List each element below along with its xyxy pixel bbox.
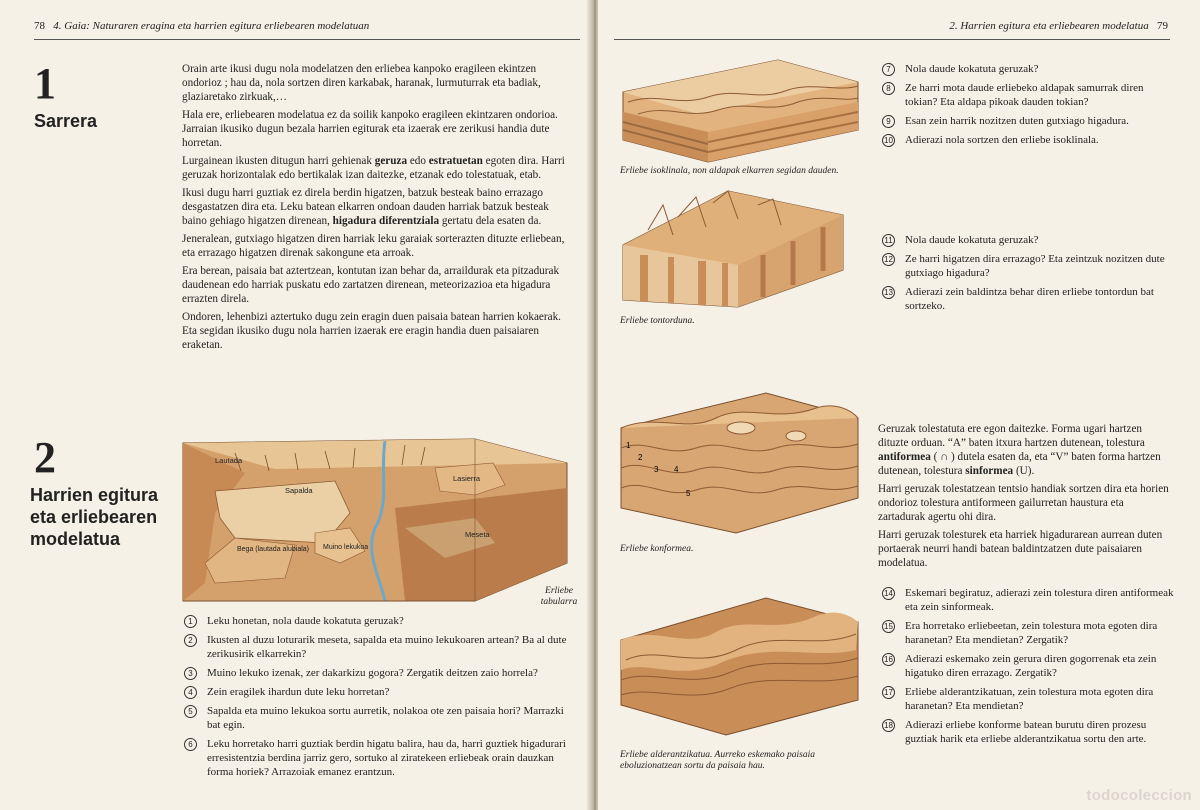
key-term: geruza <box>374 155 408 167</box>
label-muino: Muino lekukoa <box>323 544 369 551</box>
question-text: Leku horretako harri guztiak berdin higatu balira, hau da, harri guztiek higadurari erresistentzia berdina jarriz gero, sortuko al ziratekeen erliebeak orain dauzkan forma horiek? Arrazoiak emanez erantzun. <box>207 738 566 778</box>
caption-inverted: Erliebe alderantzikatua. Aurreko eskemako paisaia eboluzionatzean sortu da paisaia hau. <box>620 750 815 771</box>
fold-number: 5 <box>686 489 691 498</box>
question-text: Adierazi erliebe konforme batean burutu diren prozesu guztiak harik eta erliebe alderantzikatua sortu den arte. <box>905 719 1147 745</box>
text-run: (U). <box>1013 465 1035 477</box>
section-2-title-line: Harrien egitura <box>30 485 159 505</box>
section-1-number: 1 <box>34 59 56 108</box>
question-text: Ikusten al duzu loturarik meseta, sapalda eta muino lekukoaren artean? Ba al dute zerikusirik elkarrekin? <box>207 634 567 660</box>
paragraph <box>878 528 1170 570</box>
label-meseta: Meseta <box>465 530 490 539</box>
paragraph <box>182 108 574 150</box>
fold-number: 1 <box>626 441 631 450</box>
paragraph <box>878 422 1170 478</box>
label-lautada: Lautada <box>215 456 243 465</box>
question-item <box>880 81 1176 109</box>
question-number-badge: 8 <box>882 82 895 95</box>
right-page <box>598 0 1200 810</box>
paragraph <box>182 310 574 352</box>
fold-number: 3 <box>654 465 659 474</box>
question-number-badge: 1 <box>184 615 197 628</box>
text-run: ( ∩ ) dutela esaten da, eta “V” baten forma hartzen dutenean, tolestura <box>878 451 1161 477</box>
text-run: Orain arte ikusi dugu nola modelatzen den erliebea kanpoko eragileen ekintzen ondorioz ; hau da, nola sortzen diren karkabak, haranak, lurmuturrak eta badiak, glaziaretako zirkuak,… <box>182 63 541 103</box>
question-text: Adierazi zein baldintza behar diren erliebe tontordun bat sortzeko. <box>905 286 1154 312</box>
text-run: gertatu dela esaten da. <box>439 215 542 227</box>
text-run: Geruzak tolestatuta ere egon daitezke. Forma ugari hartzen dituzte orduan. “A” baten itxura hartzen dutenean, tolestura <box>878 423 1145 449</box>
question-number-badge: 3 <box>184 667 197 680</box>
question-list-isoclinal <box>880 62 1176 152</box>
paragraph <box>182 264 574 306</box>
question-number-badge: 15 <box>882 620 895 633</box>
left-header-rule <box>34 39 580 40</box>
question-text: Era horretako erliebeetan, zein tolestura mota egoten dira haranetan? Eta mendietan? Zergatik? <box>905 620 1158 646</box>
watermark: todocoleccion <box>1086 787 1192 804</box>
section-1-title: Sarrera <box>34 111 98 131</box>
question-item <box>182 737 578 779</box>
text-run: Era berean, paisaia bat aztertzean, kontutan izan behar da, arraildurak eta pitzadurak daudenean edo harriak puskatu edo zartatzen direnean, meteorizazioa eta higadura errazten direla. <box>182 265 560 305</box>
question-number-badge: 17 <box>882 686 895 699</box>
paragraph <box>182 186 574 228</box>
question-number-badge: 2 <box>184 634 197 647</box>
tabular-relief-figure <box>175 433 575 608</box>
paragraph <box>182 154 574 182</box>
paragraph <box>182 232 574 260</box>
key-term: estratuetan <box>428 155 483 167</box>
section-2-title <box>30 484 158 550</box>
question-number-badge: 4 <box>184 686 197 699</box>
question-item <box>880 233 1176 247</box>
section-2-title-line: modelatua <box>30 529 121 549</box>
text-run: Jeneralean, gutxiago higatzen diren harriak leku garaiak sorterazten dituzte erliebean, eta errazago higatzen direnak sakongune eta arroak. <box>182 233 565 259</box>
text-run: Hala ere, erliebearen modelatua ez da soilik kanpoko eragileen ekintzaren ondorioa. Jarraian ikusiko dugun bezala harrien egiturak eta izaerak ere zerikusi handia dute horretan. <box>182 109 558 149</box>
question-item <box>880 133 1176 147</box>
label-sapalda: Sapalda <box>285 486 313 495</box>
key-term: antiformea <box>878 451 931 463</box>
question-text: Nola daude kokatuta geruzak? <box>905 63 1039 75</box>
question-text: Leku honetan, nola daude kokatuta geruzak? <box>207 615 404 627</box>
question-item <box>880 685 1176 713</box>
question-item <box>880 285 1176 313</box>
question-text: Nola daude kokatuta geruzak? <box>905 234 1039 246</box>
question-number-badge: 10 <box>882 134 895 147</box>
question-number-badge: 5 <box>184 705 197 718</box>
question-number-badge: 7 <box>882 63 895 76</box>
question-text: Adierazi nola sortzen den erliebe isoklinala. <box>905 134 1099 146</box>
question-number-badge: 11 <box>882 234 895 247</box>
question-number-badge: 16 <box>882 653 895 666</box>
question-number-badge: 12 <box>882 253 895 266</box>
question-list-left <box>182 614 578 784</box>
left-page <box>0 0 592 810</box>
caption-tabular: Erliebe tabularra <box>540 586 578 607</box>
question-text: Esan zein harrik nozitzen duten gutxiago higadura. <box>905 115 1129 127</box>
inverted-relief-figure <box>616 590 861 738</box>
text-run: egoten dira. Harri geruzak horizontalak edo bertikalak izan daitezke, etzanak edo tolestatuak, etab. <box>182 155 565 181</box>
question-text: Muino lekuko izenak, zer dakarkizu gogora? Zergatik deitzen zaio horrela? <box>207 667 538 679</box>
right-header-title: 2. Harrien egitura eta erliebearen modelatua <box>949 20 1149 32</box>
question-item <box>880 252 1176 280</box>
question-item <box>182 633 578 661</box>
right-header-rule <box>614 39 1170 40</box>
isoclinal-relief-figure <box>618 52 863 164</box>
paragraph <box>182 62 574 104</box>
question-item <box>880 586 1176 614</box>
question-item <box>182 685 578 699</box>
fold-explanation-text <box>878 422 1170 574</box>
question-number-badge: 14 <box>882 587 895 600</box>
question-text: Adierazi eskemako zein gerura diren gogorrenak eta zein higatuko diren errazago. Zergatik? <box>905 653 1157 679</box>
question-item <box>182 666 578 680</box>
label-bega: Bega (lautada alubiala) <box>237 546 309 553</box>
question-item <box>880 62 1176 76</box>
text-run: Ikusi dugu harri guztiak ez direla berdin higatzen, batzuk besteak baino errazago desgastatzen dira eta. Leku batean elkarren ondoan dauden harriak batzuk besteak baino gehiago higatzen direnean, <box>182 187 549 227</box>
caption-crested: Erliebe tontorduna. <box>620 316 695 326</box>
question-number-badge: 13 <box>882 286 895 299</box>
left-running-header <box>34 20 369 32</box>
fold-number: 2 <box>638 453 643 462</box>
right-running-header <box>949 20 1168 32</box>
section-2-number: 2 <box>34 433 56 482</box>
crested-relief-figure <box>618 185 848 310</box>
caption-isoclinal: Erliebe isoklinala, non aldapak elkarren segidan dauden. <box>620 166 839 176</box>
question-list-crested <box>880 233 1176 318</box>
question-item <box>182 704 578 732</box>
text-run: Harri geruzak tolesturek eta harriek higadurarean aurrean duten portaerak neurri handi batean baldintzatzen dute paisaiaren modelatua. <box>878 529 1163 569</box>
question-list-folds <box>880 586 1176 751</box>
question-item <box>880 619 1176 647</box>
intro-text <box>182 62 574 356</box>
section-2-title-line: eta erliebearen <box>30 507 158 527</box>
question-text: Ze harri mota daude erliebeko aldapak samurrak diren tokian? Eta aldapa pikoak dauden tokian? <box>905 82 1144 108</box>
question-number-badge: 9 <box>882 115 895 128</box>
question-item <box>880 718 1176 746</box>
question-item <box>880 114 1176 128</box>
question-text: Zein eragilek ihardun dute leku horretan? <box>207 686 390 698</box>
left-page-number: 78 <box>34 20 45 32</box>
text-run: edo <box>407 155 429 167</box>
key-term: sinformea <box>965 465 1014 477</box>
question-text: Erliebe alderantzikatuan, zein tolestura mota egoten dira haranetan? Eta mendietan? <box>905 686 1154 712</box>
right-page-number: 79 <box>1157 20 1168 32</box>
label-lasierra: Lasierra <box>453 474 481 483</box>
question-text: Ze harri higatzen dira errazago? Eta zeintzuk nozitzen dute gutxiago higadura? <box>905 253 1165 279</box>
text-run: Ondoren, lehenbizi aztertuko dugu zein eragin duen paisaia batean harrien kokaerak. Eta segidan ikusiko dugu nola harrien izaerak ere eragin handia duen paisaiaren eraketan. <box>182 311 561 351</box>
question-number-badge: 18 <box>882 719 895 732</box>
paragraph <box>878 482 1170 524</box>
caption-conformable: Erliebe konformea. <box>620 544 694 554</box>
question-text: Sapalda eta muino lekukoa sortu aurretik, nolakoa ote zen paisaia hori? Marrazki bat egin. <box>207 705 564 731</box>
question-item <box>880 652 1176 680</box>
question-text: Eskemari begiratuz, adierazi zein tolestura diren antiformeak eta zein sinformeak. <box>905 587 1174 613</box>
key-term: higadura diferentziala <box>332 215 440 227</box>
fold-number: 4 <box>674 465 679 474</box>
question-number-badge: 6 <box>184 738 197 751</box>
conformable-relief-figure <box>616 388 861 536</box>
text-run: Lurgainean ikusten ditugun harri gehienak <box>182 155 375 167</box>
question-item <box>182 614 578 628</box>
text-run: Harri geruzak tolestatzean tentsio handiak sortzen dira eta horien ondorioz tolestura antiformeen gailurretan haustura eta zartadurak agertu ohi dira. <box>878 483 1169 523</box>
left-header-title: 4. Gaia: Naturaren eragina eta harrien egitura erliebearen modelatuan <box>53 20 370 32</box>
